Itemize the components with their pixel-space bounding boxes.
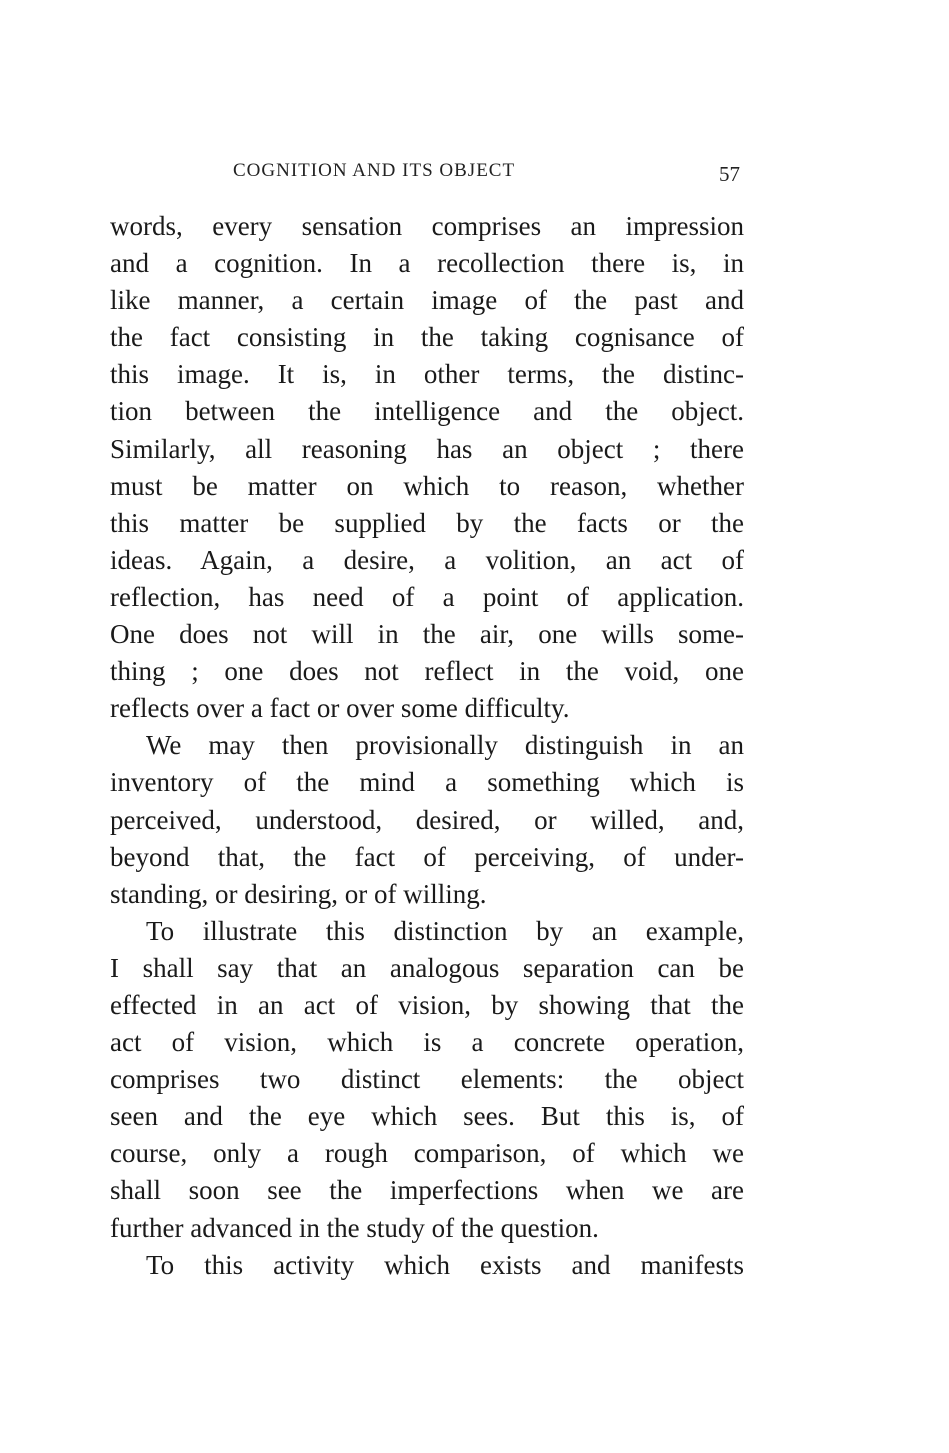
text-line: like manner, a certain image of the past and	[110, 285, 744, 316]
text-line: comprises two distinct elements: the object	[110, 1064, 744, 1095]
text-line: seen and the eye which sees. But this is, of	[110, 1101, 744, 1132]
text-line: this matter be supplied by the facts or the	[110, 507, 744, 538]
text-line: this image. It is, in other terms, the distinc-	[110, 359, 744, 390]
running-title: COGNITION AND ITS OBJECT	[233, 160, 516, 181]
text-line: and a cognition. In a recollection there is, in	[110, 248, 744, 279]
text-line: must be matter on which to reason, whether	[110, 470, 744, 501]
text-line: perceived, understood, desired, or willed, and,	[110, 804, 744, 835]
paragraph	[110, 913, 744, 1247]
text-line: We may then provisionally distinguish in an	[146, 730, 744, 761]
text-line: inventory of the mind a something which is	[110, 767, 744, 798]
body-text	[110, 208, 744, 1284]
text-line: further advanced in the study of the question.	[110, 1212, 599, 1243]
page-number: 57	[719, 162, 740, 186]
text-line: tion between the intelligence and the object.	[110, 396, 744, 427]
text-line: Similarly, all reasoning has an object ; there	[110, 433, 744, 464]
paragraph	[110, 727, 744, 912]
text-line: I shall say that an analogous separation can be	[110, 952, 744, 983]
text-line: beyond that, the fact of perceiving, of under-	[110, 841, 744, 872]
paragraph	[110, 1247, 744, 1284]
text-line: One does not will in the air, one wills some-	[110, 619, 744, 650]
running-head	[108, 160, 740, 190]
text-line: act of vision, which is a concrete operation,	[110, 1027, 744, 1058]
text-line: words, every sensation comprises an impression	[110, 211, 744, 241]
text-line: standing, or desiring, or of willing.	[110, 878, 487, 909]
text-line: the fact consisting in the taking cognisance of	[110, 322, 744, 353]
text-line: thing ; one does not reflect in the void, one	[110, 656, 744, 687]
text-line: shall soon see the imperfections when we are	[110, 1175, 744, 1206]
text-line: effected in an act of vision, by showing that the	[110, 989, 744, 1020]
text-line: course, only a rough comparison, of which we	[110, 1138, 744, 1169]
text-line: To this activity which exists and manifests	[146, 1249, 744, 1280]
text-line: To illustrate this distinction by an example,	[146, 915, 744, 946]
text-line: ideas. Again, a desire, a volition, an act of	[110, 544, 744, 575]
text-line: reflection, has need of a point of application.	[110, 581, 744, 612]
text-line: reflects over a fact or over some difficulty.	[110, 693, 570, 724]
paragraph	[110, 208, 744, 727]
